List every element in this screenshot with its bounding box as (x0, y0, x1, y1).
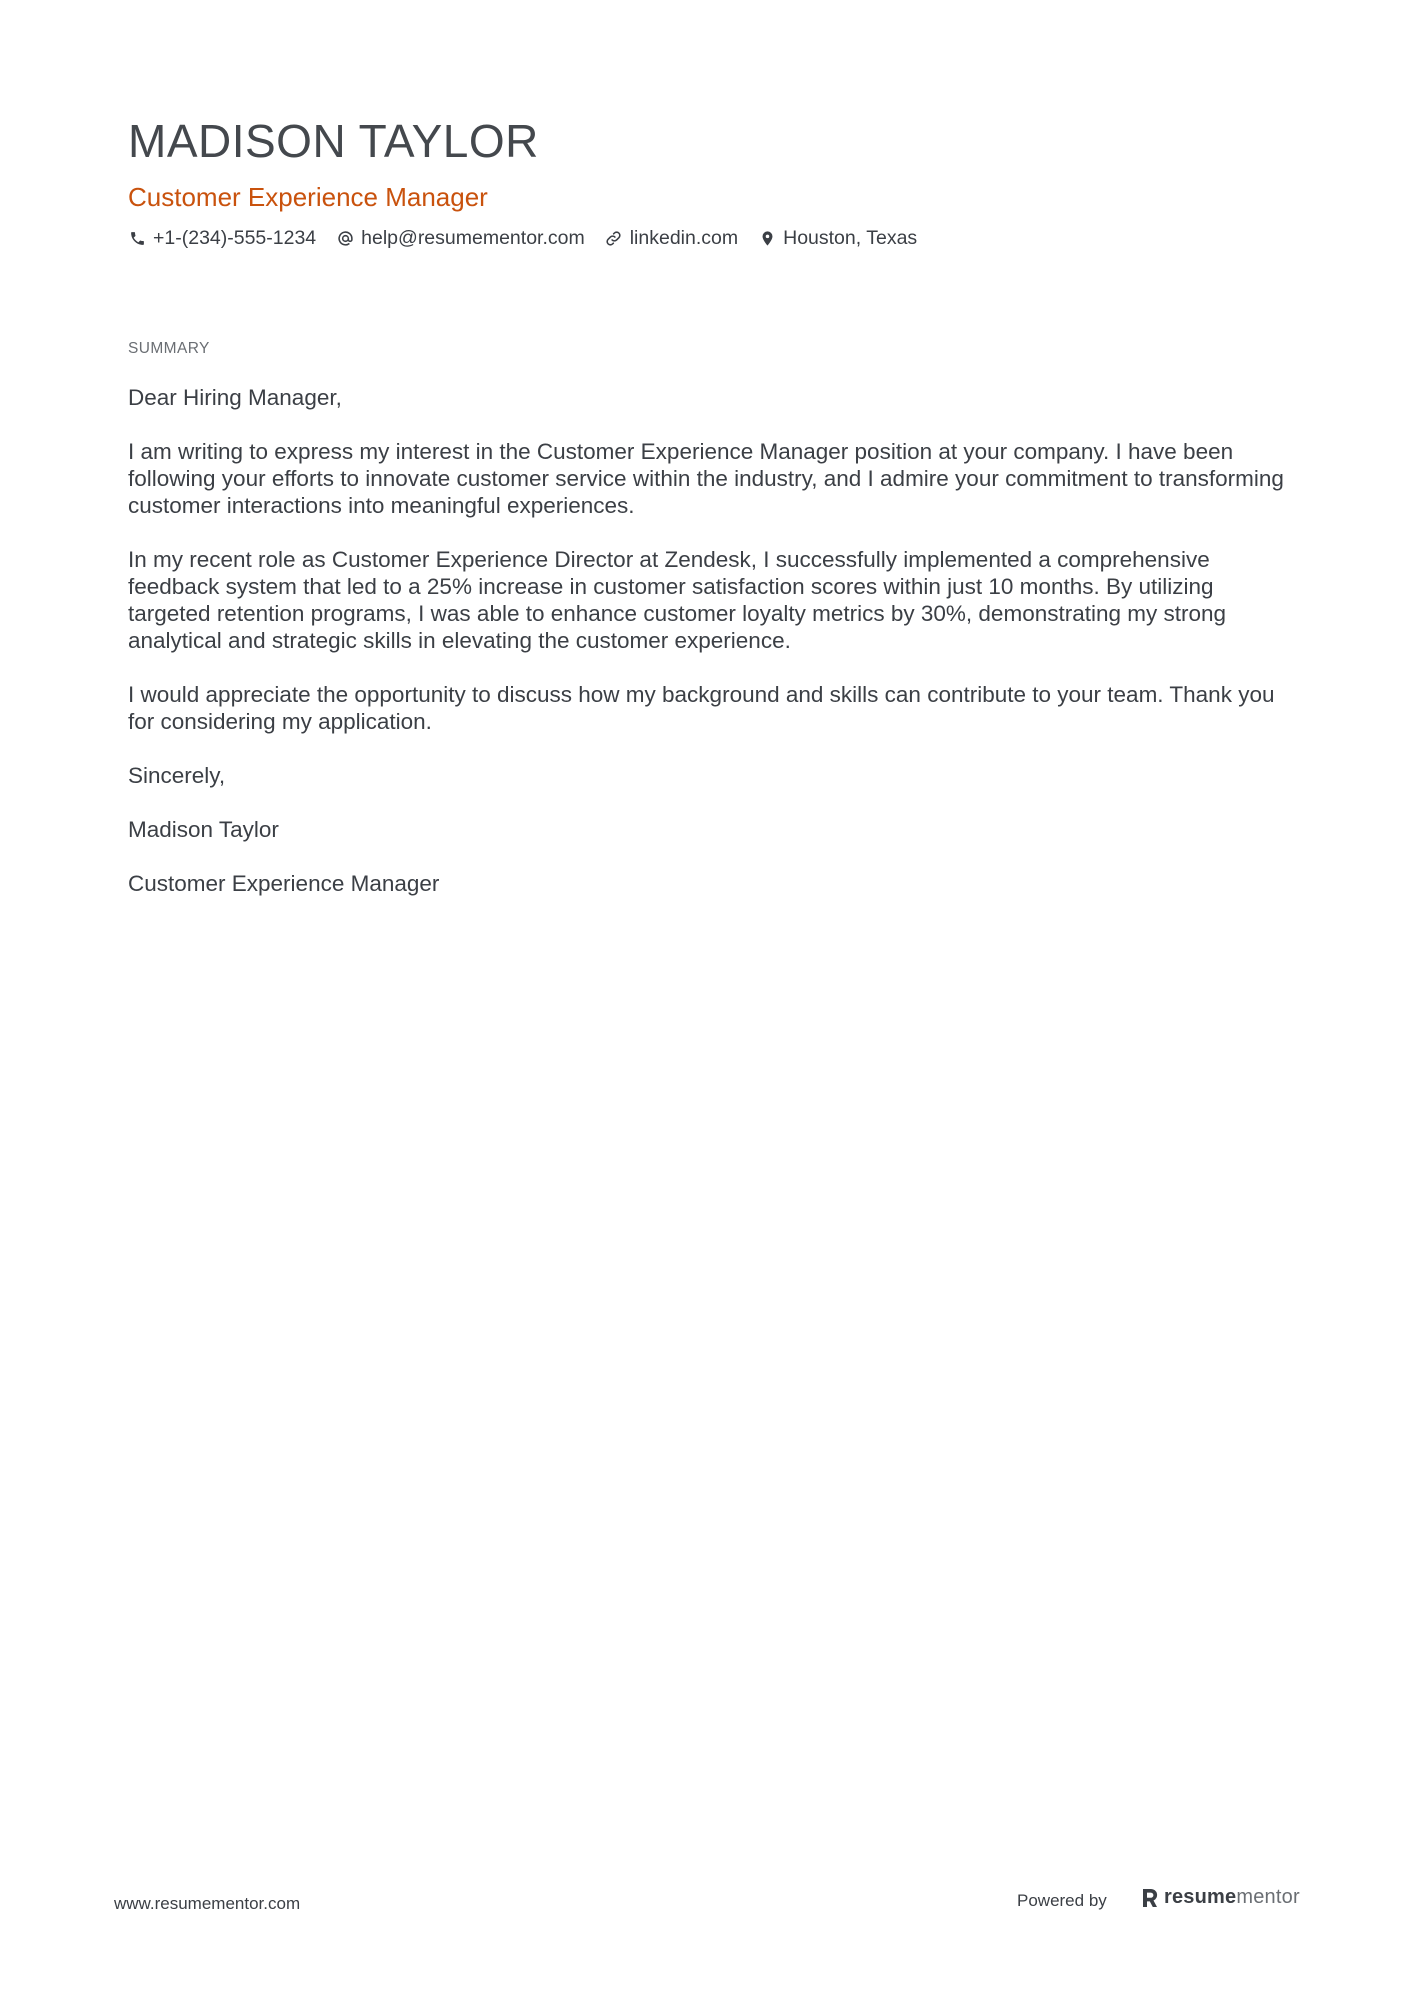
letter-body (128, 384, 1293, 924)
job-title: Customer Experience Manager (128, 182, 488, 212)
powered-by-label: Powered by (1017, 1891, 1107, 1910)
contact-location (758, 227, 917, 250)
letter-paragraph: I would appreciate the opportunity to discuss how my background and skills can contribute to your team. Thank you for considering my application. (128, 682, 1275, 734)
contact-email (336, 227, 585, 250)
location-pin-icon (758, 230, 776, 248)
contact-bar (128, 227, 917, 250)
linkedin-link[interactable]: linkedin.com (629, 227, 739, 249)
brand-wordmark-bold: resume (1164, 1886, 1237, 1908)
footer-website-link[interactable]: www.resumementor.com (114, 1894, 301, 1913)
letter-paragraph: In my recent role as Customer Experience Director at Zendesk, I successfully implemented a comprehensive feedback system that led to a 25% increase in customer satisfaction scores within just 10 months. By utilizing targeted retention programs, I was able to enhance customer loyalty metrics by 30%, demonstrating my strong analytical and strategic skills in elevating the customer experience. (128, 547, 1227, 653)
at-icon (336, 230, 354, 248)
link-icon (605, 230, 623, 248)
location-text: Houston, Texas (783, 227, 918, 249)
letter-closing: Sincerely, (128, 763, 226, 788)
phone-icon (128, 230, 146, 248)
candidate-name: MADISON TAYLOR (128, 115, 539, 167)
signature-title: Customer Experience Manager (128, 871, 440, 896)
brand-logo[interactable] (1141, 1886, 1300, 1909)
contact-phone (128, 227, 316, 250)
resumementor-logo-icon (1141, 1887, 1159, 1909)
section-heading-summary: SUMMARY (128, 340, 210, 357)
brand-wordmark (1164, 1886, 1300, 1909)
letter-greeting: Dear Hiring Manager, (128, 385, 342, 410)
contact-linkedin (605, 227, 738, 250)
email-address[interactable]: help@resumementor.com (361, 227, 585, 249)
signature-name: Madison Taylor (128, 817, 279, 842)
phone-number[interactable]: +1-(234)-555-1234 (153, 227, 317, 249)
letter-paragraph: I am writing to express my interest in the Customer Experience Manager position at your company. I have been following your efforts to innovate customer service within the industry, and I admire your commitment to transforming customer interactions into meaningful experiences. (128, 439, 1284, 518)
brand-wordmark-light: mentor (1236, 1886, 1300, 1908)
